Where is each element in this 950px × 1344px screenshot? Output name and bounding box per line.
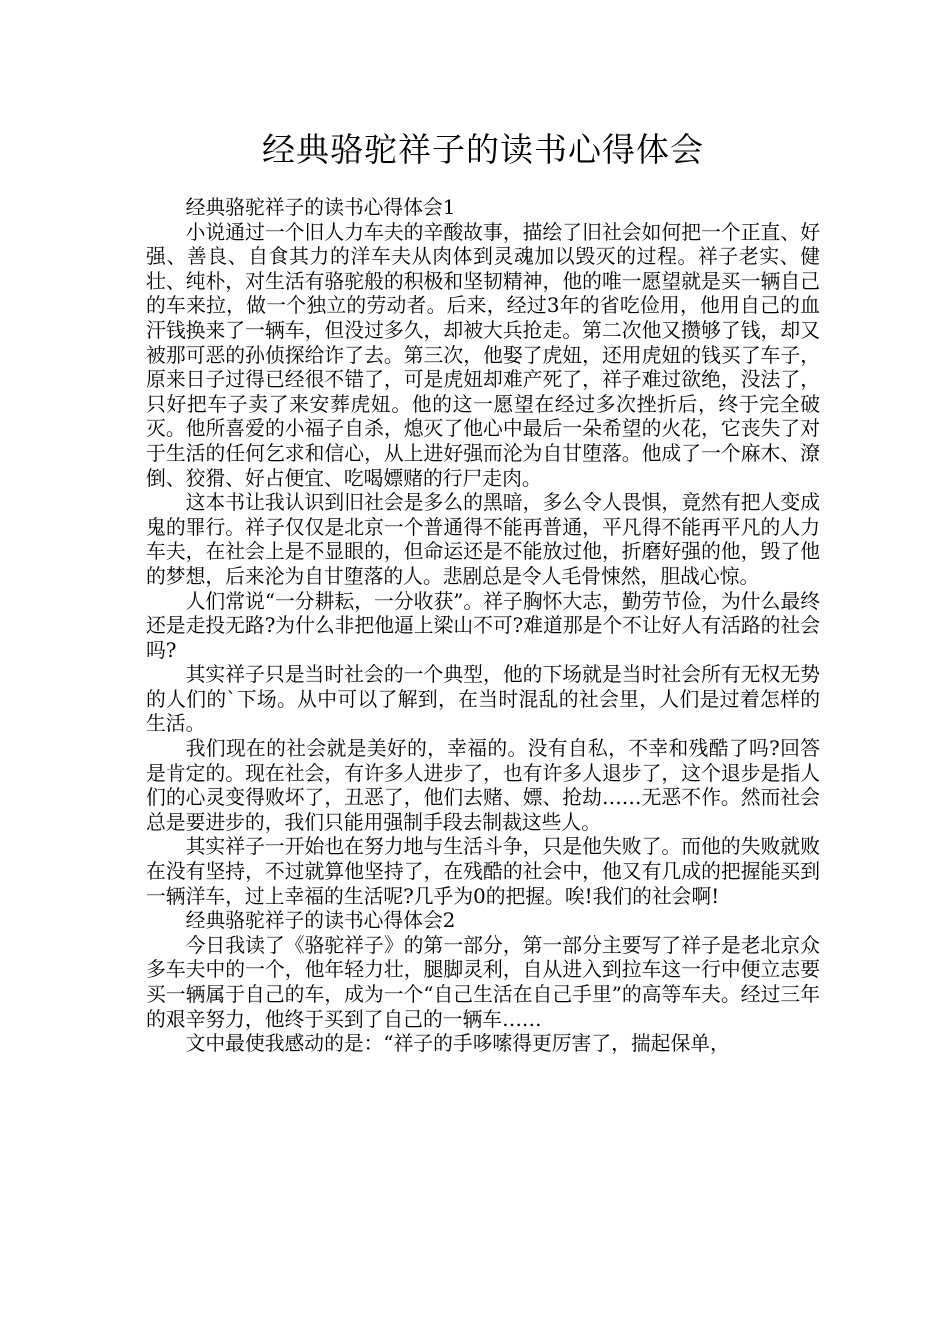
paragraph: 文中最使我感动的是：“祥子的手哆嗦得更厉害了，揣起保单， xyxy=(185,1032,730,1056)
section-heading-2: 经典骆驼祥子的读书心得体会2 xyxy=(185,909,456,933)
paragraph: 其实祥子只是当时社会的一个典型，他的下场就是当时社会所有无权无势的人们的`下场。从中可以了解到，在当时混乱的社会里，人们是过着怎样的生活。 xyxy=(146,663,820,736)
document-title: 经典骆驼祥子的读书心得体会 xyxy=(262,130,704,169)
paragraph: 小说通过一个旧人力车夫的辛酸故事，描绘了旧社会如何把一个正直、好强、善良、自食其力的洋车夫从肉体到灵魂加以毁灭的过程。祥子老实、健壮、纯朴，对生活有骆驼般的积极和坚韧精神，他的唯一愿望就是买一辆自己的车来拉，做一个独立的劳动者。后来，经过3年的省吃俭用，他用自己的血汗钱换来了一辆车，但没过多久，却被大兵抢走。第二次他又攒够了钱，却又被那可恶的孙侦探给诈了去。第三次，他娶了虎妞，还用虎妞的钱买了车子，原来日子过得已经很不错了，可是虎妞却难产死了，祥子难过欲绝，没法了，只好把车子卖了来安葬虎妞。他的这一愿望在经过多次挫折后，终于完全破灭。他所喜爱的小福子自杀，熄灭了他心中最后一朵希望的火花，它丧失了对于生活的任何乞求和信心，从上进好强而沦为自甘堕落。他成了一个麻木、潦倒、狡猾、好占便宜、吃喝嫖赌的行尸走肉。 xyxy=(146,220,820,490)
paragraph: 其实祥子一开始也在努力地与生活斗争，只是他失败了。而他的失败就败在没有坚持，不过就算他坚持了，在残酷的社会中，他又有几成的把握能买到一辆洋车，过上幸福的生活呢?几乎为0的把握。唉!我们的社会啊! xyxy=(146,835,820,908)
section-heading-1: 经典骆驼祥子的读书心得体会1 xyxy=(185,196,456,219)
paragraph: 这本书让我认识到旧社会是多么的黑暗，多么令人畏惧，竟然有把人变成鬼的罪行。祥子仅仅是北京一个普通得不能再普通，平凡得不能再平凡的人力车夫，在社会上是不显眼的，但命运还是不能放过他，折磨好强的他，毁了他的梦想，后来沦为自甘堕落的人。悲剧总是令人毛骨悚然，胆战心惊。 xyxy=(146,491,820,588)
paragraph: 人们常说“一分耕耘，一分收获”。祥子胸怀大志，勤劳节俭，为什么最终还是走投无路?为什么非把他逼上梁山不可?难道那是个不让好人有活路的社会吗? xyxy=(146,589,820,662)
paragraph: 今日我读了《骆驼祥子》的第一部分，第一部分主要写了祥子是老北京众多车夫中的一个，他年轻力壮，腿脚灵利，自从进入到拉车这一行中便立志要买一辆属于自己的车，成为一个“自己生活在自己手里”的高等车夫。经过三年的艰辛努力，他终于买到了自己的一辆车…… xyxy=(146,933,820,1031)
document-page xyxy=(146,128,820,1057)
paragraph: 我们现在的社会就是美好的，幸福的。没有自私，不幸和残酷了吗?回答是肯定的。现在社会，有许多人进步了，也有许多人退步了，这个退步是指人们的心灵变得败坏了，丑恶了，他们去赌、嫖、抢劫……无恶不作。然而社会总是要进步的，我们只能用强制手段去制裁这些人。 xyxy=(146,737,820,834)
